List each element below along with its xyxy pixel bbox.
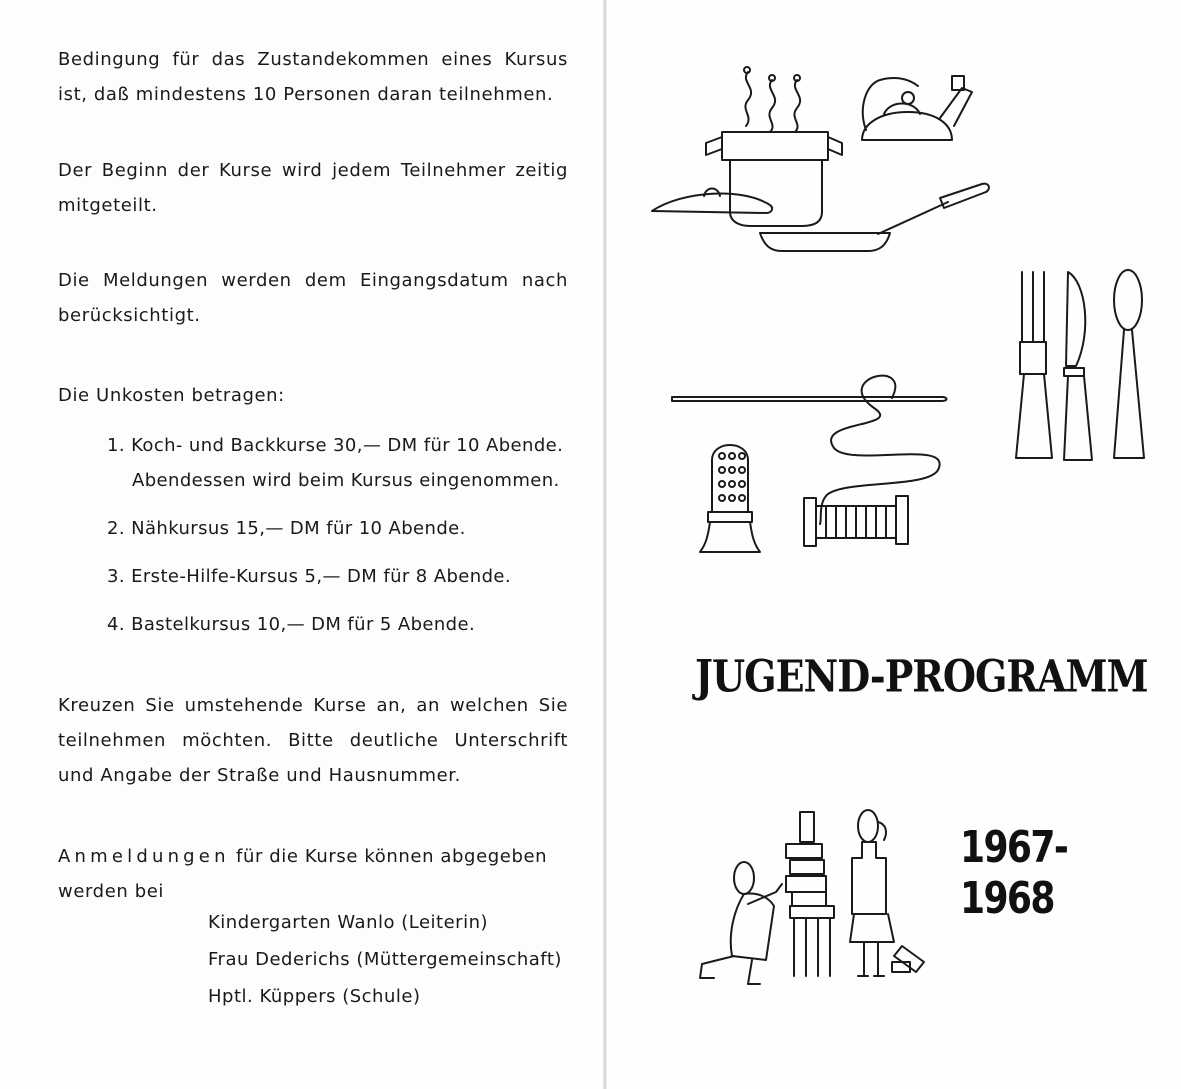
cost-item-note: Abendessen wird beim Kursus eingenommen. bbox=[132, 470, 560, 491]
condition-paragraph: Bedingung für das Zustandekommen eines Kursus ist, daß mindestens 10 Personen daran teilnehmen. bbox=[58, 49, 568, 105]
spoon-icon bbox=[1114, 270, 1144, 458]
costs-heading: Die Unkosten betragen: bbox=[58, 385, 285, 406]
cost-item-text: 1. Koch- und Backkurse 30,— DM für 10 Abende. bbox=[107, 435, 564, 456]
contact-item: Frau Dederichs (Müttergemeinschaft) bbox=[208, 949, 562, 970]
knife-icon bbox=[1064, 272, 1092, 460]
cover-year: 1967-1968 bbox=[960, 822, 1068, 924]
thimble-icon bbox=[700, 445, 760, 552]
registration-lead: Anmeldungen bbox=[58, 846, 230, 867]
cost-item-text: 3. Erste-Hilfe-Kursus 5,— DM für 8 Abende. bbox=[107, 566, 512, 587]
registration-rest: für die Kurse können abgegeben werden bei bbox=[58, 846, 548, 902]
cooking-pot-icon bbox=[706, 67, 842, 226]
contact-item: Hptl. Küppers (Schule) bbox=[208, 986, 421, 1007]
fork-icon bbox=[1016, 272, 1052, 458]
frying-pan-icon bbox=[760, 184, 989, 251]
cost-item-text: 2. Nähkursus 15,— DM für 10 Abende. bbox=[107, 518, 466, 539]
contact-item: Kindergarten Wanlo (Leiterin) bbox=[208, 912, 489, 933]
registration-order-paragraph: Die Meldungen werden dem Eingangsdatum nach berücksichtigt. bbox=[58, 270, 568, 326]
instructions-paragraph: Kreuzen Sie umstehende Kurse an, an welchen Sie teilnehmen möchten. Bitte deutliche Unterschrift und Angabe der Straße und Hausnummer. bbox=[58, 695, 568, 786]
cost-item-text: 4. Bastelkursus 10,— DM für 5 Abende. bbox=[107, 614, 476, 635]
pot-lid-icon bbox=[652, 189, 772, 214]
kettle-icon bbox=[862, 76, 972, 140]
start-paragraph: Der Beginn der Kurse wird jedem Teilnehmer zeitig mitgeteilt. bbox=[58, 160, 568, 216]
cover-title: JUGEND-PROGRAMM bbox=[695, 650, 1148, 702]
children-with-blocks-icon bbox=[700, 810, 924, 984]
needle-and-thread-icon bbox=[672, 376, 947, 524]
